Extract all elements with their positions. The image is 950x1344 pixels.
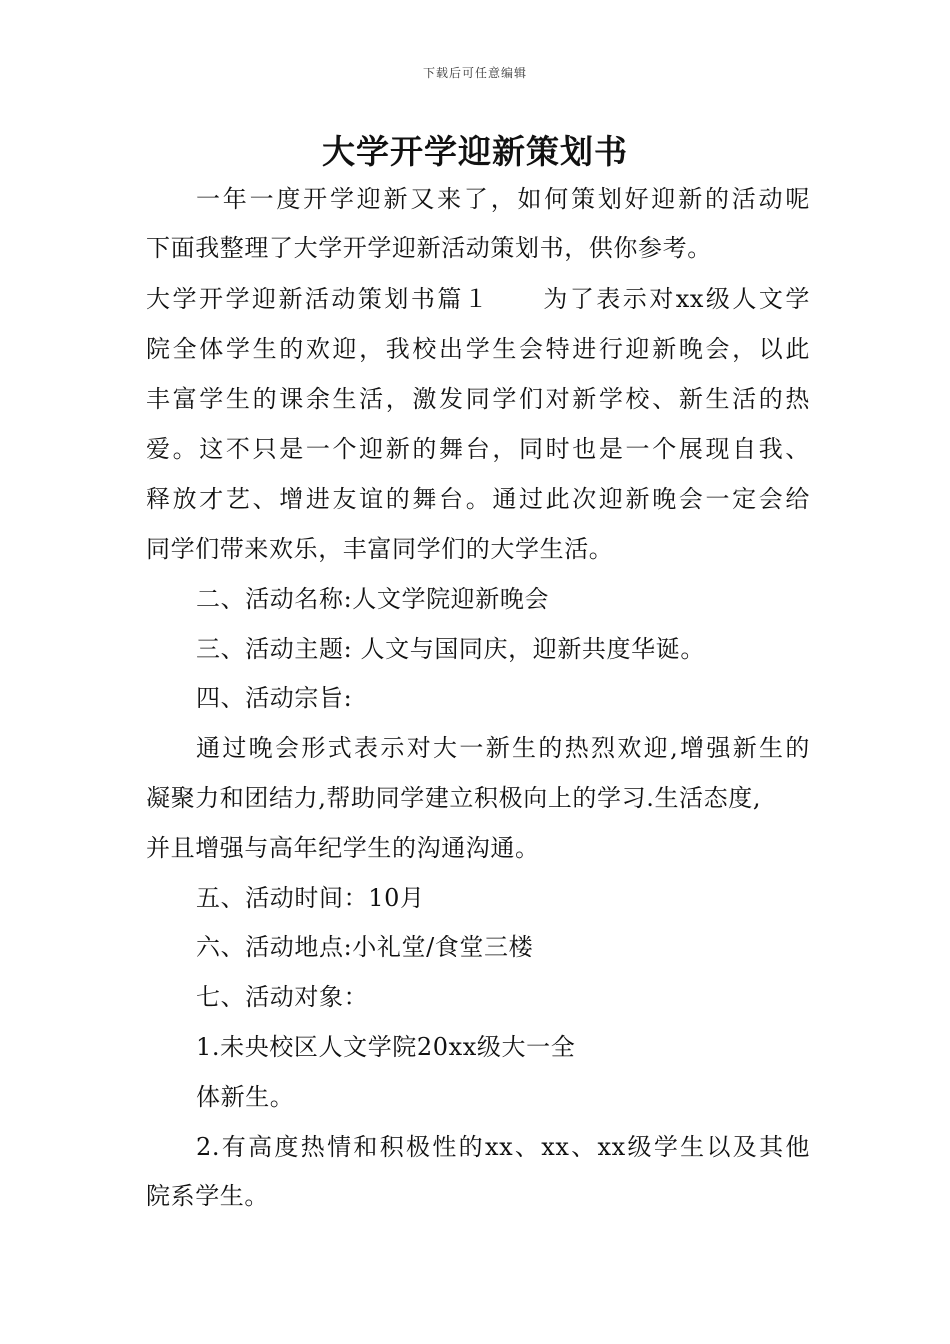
paragraph-line: 凝聚力和团结力,帮助同学建立积极向上的学习.生活态度, [146, 784, 762, 812]
header-note: 下载后可任意编辑 [422, 66, 527, 80]
paragraph-line: 爱。这不只是一个迎新的舞台，同时也是一个展现自我、 [146, 435, 810, 463]
paragraph-line: 大学开学迎新活动策划书篇１ 为了表示对xx级人文学 [146, 285, 810, 313]
section-heading: 二、活动名称:人文学院迎新晚会 [196, 585, 550, 613]
paragraph-line: 下面我整理了大学开学迎新活动策划书，供你参考。 [146, 234, 712, 262]
paragraph-line: 院全体学生的欢迎，我校出学生会特进行迎新晚会，以此 [146, 335, 810, 363]
list-item-continuation: 体新生。 [196, 1083, 295, 1111]
list-item: 1.未央校区人文学院20xx级大一全 [196, 1033, 576, 1061]
document-title: 大学开学迎新策划书 [322, 132, 628, 171]
paragraph-line: 释放才艺、增进友谊的舞台。通过此次迎新晚会一定会给 [146, 485, 810, 513]
list-item-continuation: 院系学生。 [146, 1182, 269, 1210]
paragraph-line: 同学们带来欢乐，丰富同学们的大学生活。 [146, 535, 614, 563]
section-heading: 四、活动宗旨: [196, 684, 353, 712]
paragraph-line: 通过晚会形式表示对大一新生的热烈欢迎,增强新生的 [196, 734, 810, 762]
section-heading: 三、活动主题: 人文与国同庆，迎新共度华诞。 [196, 635, 705, 663]
paragraph-line: 一年一度开学迎新又来了，如何策划好迎新的活动呢 [196, 185, 810, 213]
list-item: 2.有高度热情和积极性的xx、xx、xx级学生以及其他 [196, 1133, 810, 1161]
paragraph-line: 丰富学生的课余生活，激发同学们对新学校、新生活的热 [146, 385, 810, 413]
paragraph-line: 并且增强与高年纪学生的沟通沟通。 [146, 834, 540, 862]
section-heading: 五、活动时间：10月 [196, 884, 425, 912]
section-heading: 七、活动对象： [196, 983, 369, 1011]
section-heading: 六、活动地点:小礼堂/食堂三楼 [196, 933, 534, 961]
